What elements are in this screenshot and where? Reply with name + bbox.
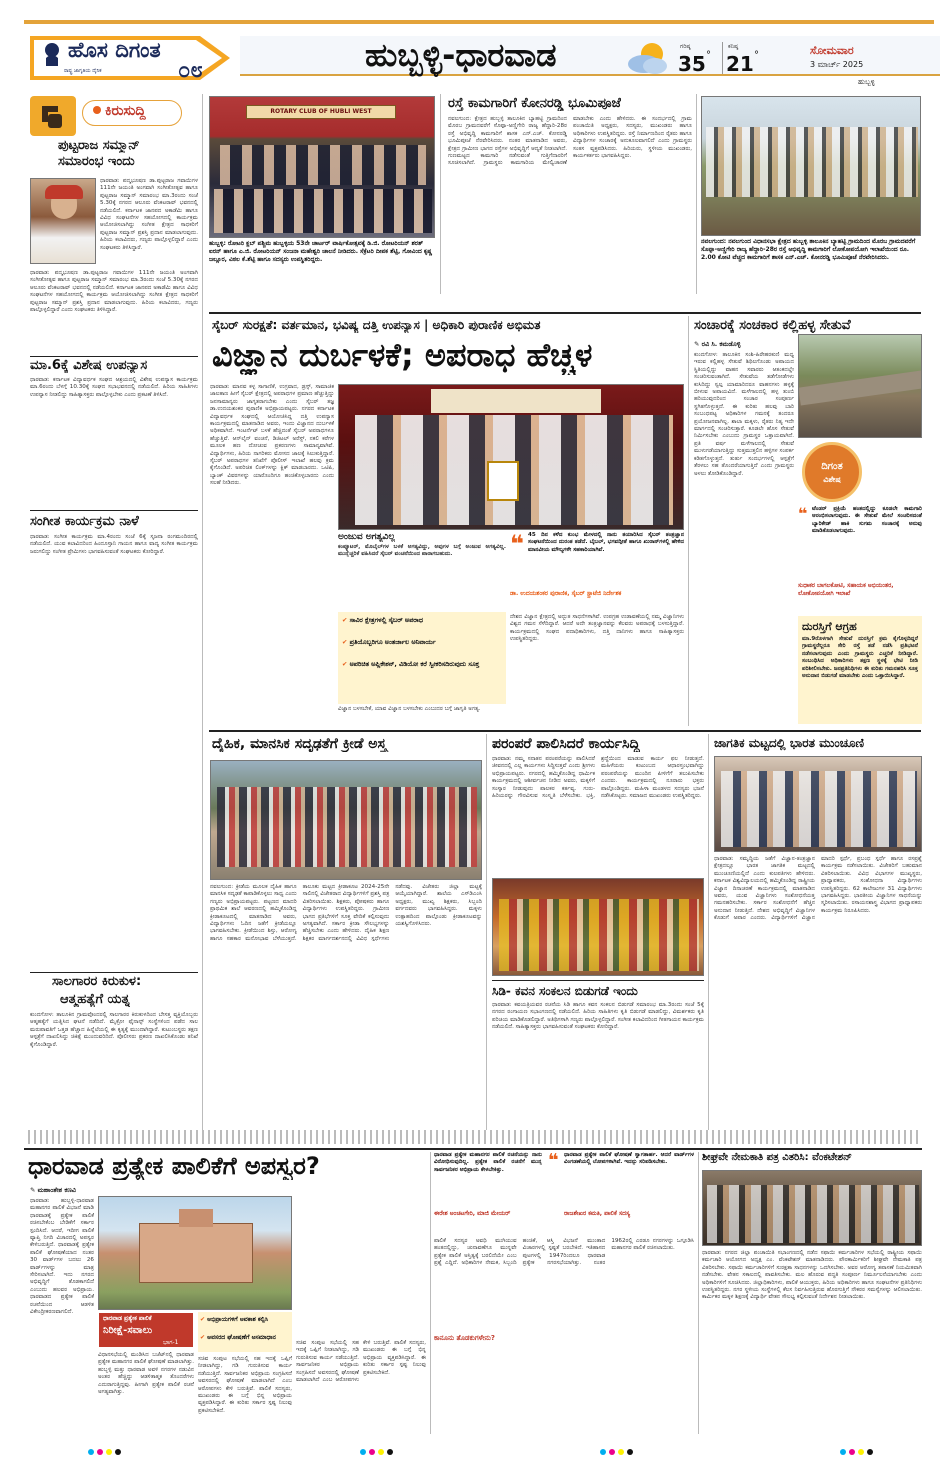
- rotary-banner: ROTARY CLUB OF HUBLI WEST: [246, 105, 396, 119]
- pen-icon: ✎: [694, 340, 702, 348]
- tip-text: ಅಪರಿಚಿತ ಅಪ್ಲಿಕೇಶನ್, ವಿಡಿಯೋ ಕರೆ ಸ್ವೀಕರಿಸದಿರುವುದು ಸೂಕ್ತ: [349, 660, 480, 668]
- issue-day: ಸೋಮವಾರ: [810, 44, 854, 57]
- bullet-text: ಅಭಿಪ್ರಾಯಗಳಿಗೆ ಅವಕಾಶ ಕಲ್ಪಿಸಿ: [207, 1316, 269, 1323]
- tip-text: ಪ್ರತಿಯೊಬ್ಬರಿಗೂ ಅಂತರ್ಜಾಲ ಅನಿವಾರ್ಯ: [349, 638, 436, 646]
- registration-dots: [88, 1440, 124, 1459]
- min-temp-label: ಕನಿಷ್ಠ: [728, 43, 739, 50]
- kiru-2-headline: ಮಾ.6ಕ್ಕೆ ವಿಶೇಷ ಉಪನ್ಯಾಸ: [30, 358, 148, 373]
- masthead: [0, 0, 945, 92]
- bridge-byline: [694, 340, 741, 349]
- road-text: ನವಲಗುಂದ: ಕ್ಷೇತ್ರದ ಹುಬ್ಬಳ್ಳಿ ತಾಲೂಕಿನ ಬ್ಯಾಹಟ್ಟಿ ಗ್ರಾಮದಿಂದ ಮೊರಬ ಗ್ರಾಮದವರೆಗೆ ಸೊಪ್ಪಾ-ಅಣ್ಣಿಗೇರಿ ರಾಜ್ಯ ಹೆದ್ದಾರಿ-28ರ ರಸ್ತೆ ಅಭಿವೃದ್ಧಿ ಕಾಮಗಾರಿಗೆ ಶಾಸಕ ಎನ್.ಎಚ್. ಕೋನರಡ್ಡಿ ಭೂಮಿಪೂಜೆ ನೆರವೇರಿಸಿದರು. ನಂತರ ಮಾತನಾಡಿದ ಅವರು, ಕ್ಷೇತ್ರದ ಗ್ರಾಮೀಣ ಭಾಗದ ರಸ್ತೆಗಳ ಅಭಿವೃದ್ಧಿಗೆ ಆದ್ಯತೆ ನೀಡಲಾಗಿದೆ. ಗುಣಮಟ್ಟದ ಕಾಮಗಾರಿ ನಡೆಸುವಂತೆ ಗುತ್ತಿಗೆದಾರರಿಗೆ ಸೂಚಿಸಲಾಗಿದೆ. ಗ್ರಾಮಸ್ಥರು ಕಾಮಗಾರಿಯ ಮೇಲ್ವಿಚಾರಣೆ ಮಾಡಬೇಕು ಎಂದು ಹೇಳಿದರು. ಈ ಸಂದರ್ಭದಲ್ಲಿ ಗ್ರಾಮ ಪಂಚಾಯಿತಿ ಅಧ್ಯಕ್ಷರು, ಸದಸ್ಯರು, ಮುಖಂಡರು ಹಾಗೂ ಅಧಿಕಾರಿಗಳು ಉಪಸ್ಥಿತರಿದ್ದರು. ರಸ್ತೆ ನಿರ್ಮಾಣದಿಂದ ರೈತರು ಹಾಗೂ ವಿದ್ಯಾರ್ಥಿಗಳ ಸಂಚಾರಕ್ಕೆ ಅನುಕೂಲವಾಗಲಿದೆ ಎಂದು ಗ್ರಾಮಸ್ಥರು ಸಂತಸ ವ್ಯಕ್ತಪಡಿಸಿದರು. ಹಿರಿಯರು, ಸ್ಥಳೀಯ ಮುಖಂಡರು, ಕಾರ್ಯಕರ್ತರು ಭಾಗವಹಿಸಿದ್ದರು.: [448, 116, 692, 167]
- bridge-quote-author: ಸುಧಾಕರ ಬಾಗಲಕೋಟಿ, ಸಹಾಯಕ ಅಭಿಯಂತರ, ಲೋಕೋಪಯೋಗಿ ಇಲಾಖೆ: [798, 582, 894, 597]
- palike-quote-1: [434, 1152, 542, 1234]
- palike-headline: ಧಾರವಾಡ ಪ್ರತ್ಯೇಕ ಪಾಲಿಕೆಗೆ ಅಪಸ್ವರ?: [28, 1152, 320, 1180]
- paper-tagline: ರಾಷ್ಟ್ರ ಜಾಗೃತಿಯ ದೈನಿಕ: [64, 68, 102, 74]
- palike-quote-2-text: ಧಾರವಾಡ ಪ್ರತ್ಯೇಕ ಪಾಲಿಕೆ ಘೋಷಣೆ ಸ್ವಾಗತಾರ್ಹ. ಆದರೆ ವಾರ್ಡ್‌ಗಳ ವಿಂಗಡಣೆಯಲ್ಲಿ ಲೋಪಗಳಾಗಿವೆ. ಇದನ್ನು ಸರಿಪಡಿಸಬೇಕು.: [564, 1152, 694, 1166]
- lead-text-left: ಧಾರವಾಡ: ಮಾನವ ಕಳ್ಳ ಸಾಗಾಣಿಕೆ, ಉಗ್ರವಾದ, ಡ್ರಗ್ಸ್, ಸಾಮಾಜಿಕ ಜಾಲತಾಣ ಹೀಗೆ ಸೈಬರ್ ಕ್ಷೇತ್ರದಲ್ಲಿ ಅಪರಾಧಗಳ ಪ್ರಮಾಣ ಹೆಚ್ಚುತ್ತಿದ್ದು ಜನಸಾಮಾನ್ಯರು ಜಾಗೃತರಾಗಬೇಕು ಎಂದು ಸೈಬರ್ ತಜ್ಞ ಡಾ.ಉದಯಶಂಕರ ಪುರಾಣಿಕ ಅಭಿಪ್ರಾಯಪಟ್ಟರು. ನಗರದ ಕರ್ನಾಟಕ ವಿದ್ಯಾವರ್ಧಕ ಸಂಘದಲ್ಲಿ ಆಯೋಜಿಸಿದ್ದ ದತ್ತಿ ಉಪನ್ಯಾಸ ಕಾರ್ಯಕ್ರಮದಲ್ಲಿ ಮಾತನಾಡಿದ ಅವರು, ಇಂದು ವಿಜ್ಞಾನದ ದುರ್ಬಳಕೆ ಅಧಿಕವಾಗಿದೆ. ಇಂಟರ್ನೆಟ್ ಬಳಕೆ ಹೆಚ್ಚಿದಂತೆ ಸೈಬರ್ ಅಪರಾಧಗಳೂ ಹೆಚ್ಚುತ್ತಿವೆ. ಆನ್‌ಲೈನ್ ವಂಚನೆ, ಡಿಜಿಟಲ್ ಅರೆಸ್ಟ್, ನಕಲಿ ಕರೆಗಳ ಮೂಲಕ ಹಣ ದೋಚುವ ಪ್ರಕರಣಗಳು ಸಾಮಾನ್ಯವಾಗಿವೆ. ವಿದ್ಯಾರ್ಥಿಗಳು, ಹಿರಿಯ ನಾಗರಿಕರು ಮೋಸದ ಜಾಲಕ್ಕೆ ಸಿಲುಕುತ್ತಿದ್ದಾರೆ. ಸೈಬರ್ ಅಪರಾಧಗಳ ತನಿಖೆಗೆ ಪೊಲೀಸ್ ಇಲಾಖೆ ಹಲವು ಕ್ರಮ ಕೈಗೊಂಡಿದೆ. ಅಪರಿಚಿತ ಲಿಂಕ್‌ಗಳನ್ನು ಕ್ಲಿಕ್ ಮಾಡಬಾರದು. ಒಟಿಪಿ, ಬ್ಯಾಂಕ್ ವಿವರಗಳನ್ನು ಯಾರೊಂದಿಗೂ ಹಂಚಿಕೊಳ್ಳಬಾರದು ಎಂದು ಸಲಹೆ ನೀಡಿದರು.: [210, 384, 334, 487]
- quote-mark-icon: ❝: [798, 504, 808, 523]
- series-subtitle: ನಿರೀಕ್ಷೆ-ಸವಾಲು: [103, 1325, 153, 1336]
- kavana-headline: ಸಿಡಿ- ಕವನ ಸಂಕಲನ ಬಿಡುಗಡೆ ಇಂದು: [492, 984, 638, 998]
- lead-event-photo: [338, 384, 684, 530]
- bridge-text: ಕುಂದಗೋಳ: ತಾಲೂಕಿನ ಸಂಶಿ-ಹಿರೇಹರಕುಣಿ ಮಧ್ಯ ಇರುವ ಕಲ್ಲಿಹಳ್ಳ ಸೇತುವೆ ಶಿಥಿಲಗೊಂಡು ಅಪಾಯದ ಸ್ಥಿತಿಯಲ್ಲಿದ್ದು ವಾಹನ ಸವಾರರು ಆತಂಕದಲ್ಲೇ ಸಂಚರಿಸುವಂತಾಗಿದೆ. ಸೇತುವೆಯ ತಡೆಗೋಡೆಗಳು ಕುಸಿದಿದ್ದು ಸ್ವಲ್ಪ ಯಾಮಾರಿದರೂ ವಾಹನಗಳು ಹಳ್ಳಕ್ಕೆ ಬೀಳುವ ಅಪಾಯವಿದೆ. ಮಳೆಗಾಲದಲ್ಲಿ ಹಳ್ಳ ತುಂಬಿ ಹರಿಯುವುದರಿಂದ ಸಂಚಾರ ಸಂಪೂರ್ಣ ಸ್ಥಗಿತಗೊಳ್ಳುತ್ತದೆ. ಈ ಕುರಿತು ಹಲವು ಬಾರಿ ಸಂಬಂಧಪಟ್ಟ ಅಧಿಕಾರಿಗಳ ಗಮನಕ್ಕೆ ತಂದರೂ ಪ್ರಯೋಜನವಾಗಿಲ್ಲ. ಶಾಲಾ ಮಕ್ಕಳು, ರೈತರು ನಿತ್ಯ ಇದೇ ಮಾರ್ಗದಲ್ಲಿ ಸಂಚರಿಸುತ್ತಾರೆ. ಕೂಡಲೇ ಹೊಸ ಸೇತುವೆ ನಿರ್ಮಿಸಬೇಕು ಎಂಬುದು ಗ್ರಾಮಸ್ಥರ ಒತ್ತಾಯವಾಗಿದೆ. ಪ್ರತಿ ವರ್ಷ ಮಳೆಗಾಲದಲ್ಲಿ ಸೇತುವೆ ಮುಳುಗಡೆಯಾಗುತ್ತಿದ್ದು ಸುತ್ತಮುತ್ತಲಿನ ಹಳ್ಳಿಗಳ ಸಂಪರ್ಕ ಕಡಿತಗೊಳ್ಳುತ್ತದೆ. ತುರ್ತು ಸಂದರ್ಭಗಳಲ್ಲಿ ಆಸ್ಪತ್ರೆಗೆ ತೆರಳಲು ಸಹ ತೊಂದರೆಯಾಗುತ್ತಿದೆ ಎಂದು ಗ್ರಾಮಸ್ಥರು ಅಳಲು ತೋಡಿಕೊಂಡಿದ್ದಾರೆ.: [694, 352, 794, 477]
- kiru-3-headline: ಸಂಗೀತ ಕಾರ್ಯಕ್ರಮ ನಾಳೆ: [30, 514, 139, 529]
- lead-photo-caption: ಕಂಪ್ಯೂಟರ್, ಮೊಬೈಲ್‌ಗಳ ಬಳಕೆ ಅಗತ್ಯವಿದ್ದು, ಅವುಗಳ ಬಗ್ಗೆ ಅಂಜುವ ಅಗತ್ಯವಿಲ್ಲ. ಮುನ್ನೆಚ್ಚರಿಕೆ ವಹಿಸಿದರೆ ಸೈಬರ್ ವಂಚನೆಯಿಂದ ಪಾರಾಗಬಹುದು.: [338, 544, 506, 558]
- series-part: ಭಾಗ-1: [163, 1339, 179, 1346]
- parampare-headline: ಪರಂಪರೆ ಪಾಲಿಸಿದರೆ ಕಾರ್ಯಸಿದ್ಧಿ: [492, 736, 640, 752]
- max-temp: 35: [678, 52, 706, 76]
- masthead-top-stripe: [24, 20, 934, 24]
- check-icon: ✔: [342, 616, 350, 624]
- quote-mark-icon: ❝: [510, 530, 525, 558]
- bullet-item: [200, 1334, 290, 1342]
- sports-photo: [210, 760, 482, 880]
- column-divider: [708, 734, 709, 1144]
- min-temp-degree: °: [754, 50, 759, 61]
- kirusuddi-label-box: [82, 100, 182, 126]
- lead-quote: 45 ದಿನ ಕಳೆದ ಕುಂಭ ಮೇಳದಲ್ಲಿ ನಾನು ತಯಾರಿಸಿದ ಸೈಬರ್ ತಂತ್ರಜ್ಞಾನ ಸಂಘಟನೆಯಿಂದ ದುರಂತ ತಡೆದೆ. ಬೈಬಲ್, ಭಗವದ್ಗೀತೆ ಹಾಗೂ ಖುರಾನ್‌ಗಳಲ್ಲಿ ಹೇಳಿದ ಮಾನವೀಯ ಮೌಲ್ಯಗಳೇ ಸಹಕಾರಿಯಾಗಿವೆ.: [528, 532, 684, 553]
- issue-city: ಹುಬ್ಬಳ್ಳಿ: [858, 78, 875, 86]
- column-divider: [440, 94, 441, 294]
- kavana-text: ಧಾರವಾಡ: ಕವಯತ್ರಿಯವರ ರಚನೆಯ ಸಿಡಿ ಹಾಗೂ ಕವನ ಸಂಕಲನ ಬಿಡುಗಡೆ ಸಮಾರಂಭ ಮಾ.3ರಂದು ಸಂಜೆ 5ಕ್ಕೆ ನಗರದ ರಂಗಾಯಣ ಸಭಾಂಗಣದಲ್ಲಿ ನಡೆಯಲಿದೆ. ಹಿರಿಯ ಸಾಹಿತಿಗಳು ಕೃತಿ ಬಿಡುಗಡೆ ಮಾಡಲಿದ್ದು, ವಿಮರ್ಶಕರು ಕೃತಿ ಪರಿಚಯ ಮಾಡಿಕೊಡಲಿದ್ದಾರೆ. ಅತಿಥಿಗಳಾಗಿ ಗಣ್ಯರು ಪಾಲ್ಗೊಳ್ಳಲಿದ್ದಾರೆ. ಸಂಗೀತ ಕಲಾವಿದರಿಂದ ಗೀತಗಾಯನ ಕಾರ್ಯಕ್ರಮ ನಡೆಯಲಿದೆ. ಸಾಹಿತ್ಯಾಸಕ್ತರು ಭಾಗವಹಿಸುವಂತೆ ಸಂಘಟಕರು ಕೋರಿದ್ದಾರೆ.: [492, 1002, 704, 1031]
- durasti-headline: ದುರಸ್ತಿಗೆ ಆಗ್ರಹ: [802, 620, 857, 633]
- badge-line-2: ವಿಶೇಷ: [823, 475, 841, 484]
- tip-item: [342, 616, 502, 625]
- bridge-quote: ಟೆಂಡರ್ ಪ್ರಕ್ರಿಯೆ ಹಂತದಲ್ಲಿದ್ದು ಕೂಡಲೇ ಕಾಮಗಾರಿ ಆರಂಭಿಸಲಾಗುವುದು. ಈ ಸೇತುವೆ ಮೇಲೆ ಸಂಚರಿಸದಂತೆ ಬ್ಯಾರಿಕೇಡ್ ಹಾಕಿ ಸುಗಮ ಸಂಚಾರಕ್ಕೆ ಅನುವು ಮಾಡಿಕೊಡಲಾಗುವುದು.: [812, 506, 922, 535]
- palike-text-3: ಸಚಿವ ಸಂಪುಟ ಸಭೆಯಲ್ಲಿ ಸಹ ಇದಕ್ಕೆ ಒಪ್ಪಿಗೆ ನೀಡಲಾಗಿದ್ದು, ಗಡಿ ಗುರುತಿಸುವ ಕಾರ್ಯ ನಡೆಯುತ್ತಿದೆ. ಸಾರ್ವಜನಿಕರ ಅಭಿಪ್ರಾಯ ಸಂಗ್ರಹಿಸದೆ ಅವಸರದಲ್ಲಿ ಘೋಷಣೆ ಮಾಡಲಾಗಿದೆ ಎಂಬ ಆರೋಪಗಳು ಕೇಳಿ ಬರುತ್ತಿವೆ. ಪಾಲಿಕೆ ಸದಸ್ಯರು, ಮುಖಂಡರು ಈ ಬಗ್ಗೆ ಭಿನ್ನ ಅಭಿಪ್ರಾಯ ವ್ಯಕ್ತಪಡಿಸಿದ್ದಾರೆ. ಈ ಕುರಿತು ಸರ್ಕಾರ ಸ್ಪಷ್ಟ ನಿಲುವು ಪ್ರಕಟಿಸಬೇಕಿದೆ.: [198, 1356, 292, 1414]
- bridge-quote-box: [798, 506, 922, 580]
- page-number: ೦೮: [178, 58, 203, 83]
- palike-building-photo: [98, 1196, 292, 1310]
- registration-dots: [600, 1440, 636, 1459]
- durasti-text: ಮಾ.9ರೊಳಗಾಗಿ ಸೇತುವೆ ದುರಸ್ತಿಗೆ ಕ್ರಮ ಕೈಗೊಳ್ಳದಿದ್ದರೆ ಗ್ರಾಮಸ್ಥರೆಲ್ಲರೂ ಸೇರಿ ರಸ್ತೆ ತಡೆ ನಡೆಸಿ ಪ್ರತಿಭಟನೆ ನಡೆಸಲಾಗುವುದು ಎಂದು ಗ್ರಾಮಸ್ಥರು ಎಚ್ಚರಿಕೆ ನೀಡಿದ್ದಾರೆ. ಸಂಬಂಧಿಸಿದ ಅಧಿಕಾರಿಗಳು ತಕ್ಷಣ ಸ್ಥಳಕ್ಕೆ ಭೇಟಿ ನೀಡಿ ಪರಿಶೀಲಿಸಬೇಕು. ಜನಪ್ರತಿನಿಧಿಗಳು ಈ ಕುರಿತು ಗಮನಹರಿಸಿ ಸೂಕ್ತ ಅನುದಾನ ಬಿಡುಗಡೆ ಮಾಡಬೇಕು ಎಂದು ಒತ್ತಾಯಿಸಿದ್ದಾರೆ.: [802, 636, 918, 680]
- venkatesan-meeting-photo: [702, 1170, 922, 1246]
- lead-tips-box: [338, 612, 506, 704]
- column-divider: [696, 94, 697, 294]
- paper-name: ಹೊಸ ದಿಗಂತ: [68, 38, 161, 62]
- palike-quote-1-text: ಧಾರವಾಡ ಪ್ರತ್ಯೇಕ ಮಹಾನಗರ ಪಾಲಿಕೆ ರಚನೆಯನ್ನು ನಾನು ವಿರೋಧಿಸುವುದಿಲ್ಲ. ಪ್ರತ್ಯೇಕ ಪಾಲಿಕೆ ರಚನೆಗೆ ಮುನ್ನ ಸಾರ್ವಜನಿಕರ ಅಭಿಪ್ರಾಯ ಕೇಳಬೇಕಿತ್ತು.: [434, 1152, 542, 1173]
- divider: [492, 980, 704, 981]
- check-icon: ✔: [342, 660, 350, 668]
- section-rule: [24, 1148, 922, 1150]
- palike-text-2: ವಿಧಾನಸಭೆಯಲ್ಲಿ ಮಂಡಿಸಿದ ಬಜೆಟ್‌ನಲ್ಲಿ ಧಾರವಾಡ ಪ್ರತ್ಯೇಕ ಮಹಾನಗರ ಪಾಲಿಕೆ ಘೋಷಣೆ ಮಾಡಲಾಗಿತ್ತು. ಹುಬ್ಬಳ್ಳಿ ಮತ್ತು ಧಾರವಾಡ ಅವಳಿ ನಗರಗಳ ನಡುವಿನ ಅಂತರ ಹೆಚ್ಚಿದ್ದು ಆಡಳಿತಾತ್ಮಕ ತೊಂದರೆಗಳು ಎದುರಾಗುತ್ತಿದ್ದವು. ಹೀಗಾಗಿ ಪ್ರತ್ಯೇಕ ಪಾಲಿಕೆ ರಚನೆ ಅಗತ್ಯವಾಗಿತ್ತು.: [98, 1352, 194, 1396]
- palike-quote-1-author: ಈರೇಶ ಅಂಚಟಗೇರಿ, ಮಾಜಿ ಮೇಯರ್: [434, 1210, 511, 1217]
- road-caption: ನವಲಗುಂದ: ನವಲಗುಂದ ವಿಧಾನಸಭಾ ಕ್ಷೇತ್ರದ ಹುಬ್ಬಳ್ಳಿ ತಾಲೂಕಿನ ಬ್ಯಾಹಟ್ಟಿ ಗ್ರಾಮದಿಂದ ಮೊರಬ ಗ್ರಾಮದವರೆಗೆ ಸೊಪ್ಪಾ-ಅಣ್ಣಿಗೇರಿ ರಾಜ್ಯ ಹೆದ್ದಾರಿ-28ರ ರಸ್ತೆ ಅಭಿವೃದ್ಧಿ ಕಾಮಗಾರಿಗೆ ಲೋಕೋಪಯೋಗಿ ಇಲಾಖೆಯಿಂದ ರೂ. 2.00 ಕೋಟಿ ವೆಚ್ಚದ ಕಾಮಗಾರಿಗೆ ಶಾಸಕ ಎನ್.ಎಚ್. ಕೋನರಡ್ಡಿ ಭೂಮಿಪೂಜೆ ನೆರವೇರಿಸಿದರು.: [701, 238, 916, 261]
- registration-dots: [840, 1440, 876, 1459]
- venkatesan-headline: ಶೀಘ್ರವೇ ನೇಮಕಾತಿ ಪತ್ರ ವಿತರಿಸಿ: ವೆಂಕಟೇಶನ್: [702, 1152, 852, 1163]
- column-divider: [486, 734, 487, 1144]
- pen-icon: ✎: [30, 1186, 38, 1194]
- max-temp-degree: °: [706, 50, 711, 61]
- kiru-1-headline-1: ಪುಟ್ಟರಾಜ ಸಮ್ಮಾನ್: [58, 138, 140, 153]
- bridge-headline: ಸಂಚಾರಕ್ಕೆ ಸಂಚಕಾರ ಕಲ್ಲಿಹಳ್ಳ ಸೇತುವೆ: [694, 318, 851, 333]
- kirusuddi-column: [24, 94, 200, 1144]
- issue-date: 3 ಮಾರ್ಚ್ 2025: [810, 60, 864, 69]
- digantha-special-badge: [802, 442, 862, 502]
- palike-series-badge: [98, 1312, 194, 1348]
- venkatesan-text: ಧಾರವಾಡ: ನಗರದ ಜಿಲ್ಲಾ ಪಂಚಾಯಿತಿ ಸಭಾಂಗಣದಲ್ಲಿ ನಡೆದ ಸಫಾಯಿ ಕರ್ಮಚಾರಿಗಳ ಸಭೆಯಲ್ಲಿ ರಾಷ್ಟ್ರೀಯ ಸಫಾಯಿ ಕರ್ಮಚಾರಿ ಆಯೋಗದ ಅಧ್ಯಕ್ಷ ಎಂ. ವೆಂಕಟೇಶನ್ ಮಾತನಾಡಿದರು. ಪೌರಕಾರ್ಮಿಕರಿಗೆ ಶೀಘ್ರವೇ ನೇಮಕಾತಿ ಪತ್ರ ವಿತರಿಸಬೇಕು. ಸಫಾಯಿ ಕರ್ಮಚಾರಿಗಳಿಗೆ ಸುರಕ್ಷತಾ ಸಾಧನಗಳನ್ನು ಒದಗಿಸಬೇಕು. ಅವರ ಆರೋಗ್ಯ ತಪಾಸಣೆ ನಿಯಮಿತವಾಗಿ ನಡೆಸಬೇಕು. ವೇತನ ಸಕಾಲದಲ್ಲಿ ಪಾವತಿಸಬೇಕು. ಮಲ ಹೊರುವ ಪದ್ಧತಿ ಸಂಪೂರ್ಣ ನಿರ್ಮೂಲನೆಯಾಗಬೇಕು ಎಂದು ಅಧಿಕಾರಿಗಳಿಗೆ ಸೂಚಿಸಿದರು. ಜಿಲ್ಲಾಧಿಕಾರಿಗಳು, ಪಾಲಿಕೆ ಆಯುಕ್ತರು, ಹಿರಿಯ ಅಧಿಕಾರಿಗಳು ಹಾಗೂ ಸಂಘಟನೆಗಳ ಪ್ರತಿನಿಧಿಗಳು ಉಪಸ್ಥಿತರಿದ್ದರು. ನಗರ ಸ್ಥಳೀಯ ಸಂಸ್ಥೆಗಳಲ್ಲಿ ಕೆಲಸ ನಿರ್ವಹಿಸುತ್ತಿರುವ ಹೊರಗುತ್ತಿಗೆ ನೌಕರರ ಸಮಸ್ಯೆಗಳನ್ನು ಆಲಿಸಲಾಯಿತು. ಕಾರ್ಮಿಕರ ಮಕ್ಕಳ ಶಿಕ್ಷಣಕ್ಕೆ ವಿದ್ಯಾರ್ಥಿ ವೇತನ ಸೌಲಭ್ಯ ಕಲ್ಪಿಸುವಂತೆ ನಿರ್ದೇಶನ ನೀಡಲಾಯಿತು.: [702, 1250, 922, 1301]
- tip-item: [342, 660, 502, 669]
- divider: [30, 972, 198, 973]
- bullet-text: ಅವಸರದ ಘೋಷಣೆಗೆ ಅಸಮಾಧಾನ: [207, 1334, 276, 1341]
- check-icon: ✔: [342, 638, 350, 646]
- road-bhoomipuja-photo: [701, 96, 921, 236]
- palike-text-4: ಪಾಲಿಕೆ ಸದಸ್ಯರ ಅವಧಿ ಮುಗಿಯುವ ಹಂತದಲ್ಲಿದ್ದು, ಚುನಾವಣೆಗೂ ಮುನ್ನವೇ ಪ್ರತ್ಯೇಕ ಪಾಲಿಕೆ ಅಸ್ತಿತ್ವಕ್ಕೆ ಬರಲಿದೆಯೇ ಎಂಬ ಪ್ರಶ್ನೆ ಎದ್ದಿದೆ. ಅಧಿಕಾರಿಗಳ ನೇಮಕ, ಸಿಬ್ಬಂದಿ ಹಂಚಿಕೆ, ಆಸ್ತಿ ವಿಭಜನೆ ಮುಂತಾದ ವಿಚಾರಗಳಲ್ಲಿ ಸ್ಪಷ್ಟತೆ ಬರಬೇಕಿದೆ. ಇತಿಹಾಸದ ಪುಟಗಳಲ್ಲಿ 1947ರಿಂದಲೂ ಧಾರವಾಡ ಪ್ರತ್ಯೇಕ ನಗರಸಭೆಯಾಗಿತ್ತು. ನಂತರ 1962ರಲ್ಲಿ ಎರಡೂ ನಗರಗಳನ್ನು ಒಗ್ಗೂಡಿಸಿ ಮಹಾನಗರ ಪಾಲಿಕೆ ರಚಿಸಲಾಯಿತು.: [434, 1238, 694, 1267]
- palike-bullets-box: [198, 1312, 292, 1352]
- palike-quote-2: [548, 1152, 694, 1234]
- tip-text: ಸಾವಿರ ಕ್ಷೇತ್ರಗಳಲ್ಲಿ ಸೈಬರ್ ಅಪರಾಧ: [349, 616, 423, 624]
- tip-item: [342, 638, 502, 647]
- kirusuddi-label: ಕಿರುಸುದ್ದಿ: [105, 103, 146, 119]
- palike-byline: [30, 1186, 76, 1195]
- quote-mark-icon: ❝: [548, 1150, 559, 1171]
- bullet-item: [200, 1316, 290, 1324]
- badge-line-1: ದಿಗಂತ: [821, 461, 843, 472]
- bullet-dot-icon: [93, 106, 101, 114]
- kirusuddi-hand-icon: [30, 96, 76, 136]
- column-divider: [202, 94, 203, 1144]
- palike-byline-text: ಮಹಾಂತೇಶ ಕಣವಿ: [37, 1186, 76, 1194]
- series-title: ಧಾರವಾಡ ಪ್ರತ್ಯೇಕ ಪಾಲಿಕೆ: [103, 1315, 152, 1322]
- section-rule: [209, 730, 921, 732]
- divider: [30, 510, 198, 511]
- kiru-4-headline-1: ಸಾಲಗಾರರ ಕಿರುಕುಳ:: [52, 974, 142, 989]
- max-temp-label: ಗರಿಷ್ಠ: [680, 43, 691, 50]
- edition-title: ಹುಬ್ಬಳ್ಳಿ-ಧಾರವಾಡ: [365, 36, 557, 74]
- column-divider: [698, 1152, 699, 1434]
- lead-quote-author: ಡಾ. ಉದಯಶಂಕರ ಪುರಾಣಿಕ, ಸೈಬರ್ ಸ್ಟ್ರಾಟೆಜಿ ನಿರ್ದೇಶಕ: [510, 590, 622, 597]
- temp-divider: [722, 42, 723, 74]
- section-rule: [209, 312, 921, 314]
- lead-caption-title: ಅಂಜುವ ಅಗತ್ಯವಿಲ್ಲ: [338, 532, 396, 542]
- weather-cloud-sun-icon: [622, 38, 674, 78]
- kiru-1-text: ಧಾರವಾಡ: ಪದ್ಮಭೂಷಣ ಡಾ.ಪುಟ್ಟರಾಜ ಗವಾಯಿಗಳ 111ನೇ ಜಯಂತಿ ಅಂಗವಾಗಿ ಸಂಗೀತೋತ್ಸವ ಹಾಗೂ ಪುಟ್ಟರಾಜ ಸಮ್ಮಾನ್ ಸಮಾರಂಭ ಮಾ.3ರಂದು ಸಂಜೆ 5.30ಕ್ಕೆ ನಗರದ ಆಲೂರು ವೆಂಕಟರಾವ್ ಭವನದಲ್ಲಿ ನಡೆಯಲಿದೆ. ಕರ್ನಾಟಕ ಜಾನಪದ ಅಕಾಡೆಮಿ ಹಾಗೂ ವಿವಿಧ ಸಂಘಟನೆಗಳ ಸಹಯೋಗದಲ್ಲಿ ಕಾರ್ಯಕ್ರಮ ಆಯೋಜಿಸಲಾಗಿದ್ದು ಸಂಗೀತ ಕ್ಷೇತ್ರದ ಸಾಧಕರಿಗೆ ಪುಟ್ಟರಾಜ ಸಮ್ಮಾನ್ ಪ್ರಶಸ್ತಿ ಪ್ರದಾನ ಮಾಡಲಾಗುವುದು. ಹಿರಿಯ ಕಲಾವಿದರು, ಗಣ್ಯರು ಪಾಲ್ಗೊಳ್ಳಲಿದ್ದಾರೆ ಎಂದು ಸಂಘಟಕರು ತಿಳಿಸಿದ್ದಾರೆ.: [30, 270, 198, 314]
- divider: [30, 356, 198, 357]
- column-divider: [430, 1152, 431, 1434]
- palike-quote-2-author: ರಾಜಶೇಖರ ಕಮತಿ, ಪಾಲಿಕೆ ಸದಸ್ಯ: [564, 1210, 631, 1217]
- rotary-event-photo: [209, 96, 435, 238]
- road-headline: ರಸ್ತೆ ಕಾಮಗಾರಿಗೆ ಕೋನರಡ್ಡಿ ಭೂಮಿಪೂಜೆ: [448, 96, 621, 111]
- sports-text: ನವಲಗುಂದ: ಕ್ರೀಡೆಯ ಮೂಲಕ ದೈಹಿಕ ಹಾಗೂ ಮಾನಸಿಕ ಸದೃಢತೆ ಕಾಪಾಡಿಕೊಳ್ಳಲು ಸಾಧ್ಯ ಎಂದು ಗಣ್ಯರು ಅಭಿಪ್ರಾಯಪಟ್ಟರು. ಪಟ್ಟಣದ ಮಾದರಿ ಪ್ರಾಥಮಿಕ ಶಾಲೆ ಆವರಣದಲ್ಲಿ ಹಮ್ಮಿಕೊಂಡಿದ್ದ ಕ್ರೀಡಾಕೂಟದಲ್ಲಿ ಮಾತನಾಡಿದ ಅವರು, ವಿದ್ಯಾರ್ಥಿಗಳು ಓದಿನ ಜತೆಗೆ ಕ್ರೀಡೆಯಲ್ಲೂ ಭಾಗವಹಿಸಬೇಕು. ಕ್ರೀಡೆಯಿಂದ ಶಿಸ್ತು, ಆರೋಗ್ಯ ಹಾಗೂ ಸಹಕಾರ ಮನೋಭಾವ ಬೆಳೆಯುತ್ತದೆ. ತಾಲೂಕು ಮಟ್ಟದ ಕ್ರೀಡಾಕೂಟ 2024-25ನೇ ಸಾಲಿನಲ್ಲಿ ವಿಜೇತರಾದ ವಿದ್ಯಾರ್ಥಿಗಳಿಗೆ ಪ್ರಶಸ್ತಿ ಪತ್ರ ವಿತರಿಸಲಾಯಿತು. ಶಿಕ್ಷಕರು, ಪೋಷಕರು ಹಾಗೂ ವಿದ್ಯಾರ್ಥಿಗಳು ಉಪಸ್ಥಿತರಿದ್ದರು. ಗ್ರಾಮೀಣ ಭಾಗದ ಪ್ರತಿಭೆಗಳಿಗೆ ಸೂಕ್ತ ವೇದಿಕೆ ಕಲ್ಪಿಸುವುದು ಅಗತ್ಯವಾಗಿದೆ. ಸರ್ಕಾರ ಕ್ರೀಡಾ ಸೌಲಭ್ಯಗಳನ್ನು ಹೆಚ್ಚಿಸಬೇಕು ಎಂದು ಹೇಳಿದರು. ದೈಹಿಕ ಶಿಕ್ಷಣ ಶಿಕ್ಷಕರ ಮಾರ್ಗದರ್ಶನದಲ್ಲಿ ವಿವಿಧ ಸ್ಪರ್ಧೆಗಳು ನಡೆದವು. ವಿಜೇತರು ಜಿಲ್ಲಾ ಮಟ್ಟಕ್ಕೆ ಆಯ್ಕೆಯಾಗಿದ್ದಾರೆ. ಶಾಲೆಯ ಎಸ್‌ಡಿಎಂಸಿ ಅಧ್ಯಕ್ಷರು, ಮುಖ್ಯ ಶಿಕ್ಷಕರು, ಸಿಬ್ಬಂದಿ ವರ್ಗದವರು ಭಾಗವಹಿಸಿದ್ದರು. ಮಕ್ಕಳು ಉತ್ಸಾಹದಿಂದ ಪಾಲ್ಗೊಂಡು ಕ್ರೀಡಾಕೂಟವನ್ನು ಯಶಸ್ವಿಗೊಳಿಸಿದರು.: [210, 884, 482, 942]
- kiru-1-text-side: ಧಾರವಾಡ: ಪದ್ಮಭೂಷಣ ಡಾ.ಪುಟ್ಟರಾಜ ಗವಾಯಿಗಳ 111ನೇ ಜಯಂತಿ ಅಂಗವಾಗಿ ಸಂಗೀತೋತ್ಸವ ಹಾಗೂ ಪುಟ್ಟರಾಜ ಸಮ್ಮಾನ್ ಸಮಾರಂಭ ಮಾ.3ರಂದು ಸಂಜೆ 5.30ಕ್ಕೆ ನಗರದ ಆಲೂರು ವೆಂಕಟರಾವ್ ಭವನದಲ್ಲಿ ನಡೆಯಲಿದೆ. ಕರ್ನಾಟಕ ಜಾನಪದ ಅಕಾಡೆಮಿ ಹಾಗೂ ವಿವಿಧ ಸಂಘಟನೆಗಳ ಸಹಯೋಗದಲ್ಲಿ ಕಾರ್ಯಕ್ರಮ ಆಯೋಜಿಸಲಾಗಿದ್ದು ಸಂಗೀತ ಕ್ಷೇತ್ರದ ಸಾಧಕರಿಗೆ ಪುಟ್ಟರಾಜ ಸಮ್ಮಾನ್ ಪ್ರಶಸ್ತಿ ಪ್ರದಾನ ಮಾಡಲಾಗುವುದು. ಹಿರಿಯ ಕಲಾವಿದರು, ಗಣ್ಯರು ಪಾಲ್ಗೊಳ್ಳಲಿದ್ದಾರೆ ಎಂದು ಸಂಘಟಕರು ತಿಳಿಸಿದ್ದಾರೆ.: [100, 178, 198, 251]
- kiru-3-text: ಧಾರವಾಡ: ಸಂಗೀತ ಕಾರ್ಯಕ್ರಮ ಮಾ.4ರಂದು ಸಂಜೆ 6ಕ್ಕೆ ಸೃಜನಾ ರಂಗಮಂದಿರದಲ್ಲಿ ನಡೆಯಲಿದೆ. ಯುವ ಕಲಾವಿದರಿಂದ ಹಿಂದೂಸ್ತಾನಿ ಗಾಯನ ಹಾಗೂ ವಾದ್ಯ ಸಂಗೀತ ಕಾರ್ಯಕ್ರಮ ಜರುಗಲಿದ್ದು ಸಂಗೀತ ಪ್ರೇಮಿಗಳು ಭಾಗವಹಿಸುವಂತೆ ಸಂಘಟಕರು ಕೋರಿದ್ದಾರೆ.: [30, 534, 198, 555]
- sports-headline: ದೈಹಿಕ, ಮಾನಸಿಕ ಸದೃಢತೆಗೆ ಕ್ರೀಡೆ ಅಸ್ತ್ರ: [212, 736, 387, 752]
- check-icon: ✔: [200, 1316, 208, 1323]
- parampare-text: ಧಾರವಾಡ: ನಮ್ಮ ಸನಾತನ ಪರಂಪರೆಯನ್ನು ಪಾಲಿಸಿದರೆ ಜೀವನದಲ್ಲಿ ಎಲ್ಲ ಕಾರ್ಯಗಳು ಸಿದ್ಧಿಸುತ್ತವೆ ಎಂದು ಶ್ರೀಗಳು ಅಭಿಪ್ರಾಯಪಟ್ಟರು. ನಗರದಲ್ಲಿ ಹಮ್ಮಿಕೊಂಡಿದ್ದ ಧಾರ್ಮಿಕ ಕಾರ್ಯಕ್ರಮದಲ್ಲಿ ಆಶೀರ್ವಚನ ನೀಡಿದ ಅವರು, ಮಕ್ಕಳಿಗೆ ಸಂಸ್ಕಾರ ನೀಡುವುದು ಪಾಲಕರ ಕರ್ತವ್ಯ. ಗುರು-ಹಿರಿಯರನ್ನು ಗೌರವಿಸುವ ಸಂಸ್ಕೃತಿ ಬೆಳೆಸಬೇಕು. ಭಕ್ತಿ, ಶ್ರದ್ಧೆಯಿಂದ ಮಾಡುವ ಕಾರ್ಯ ಫಲ ನೀಡುತ್ತದೆ. ಮಹಿಳೆಯರು ಕುಟುಂಬದ ಆಧಾರಸ್ತಂಭವಾಗಿದ್ದು ಪರಂಪರೆಯನ್ನು ಮುಂದಿನ ಪೀಳಿಗೆಗೆ ತಲುಪಿಸಬೇಕು ಎಂದರು. ಕಾರ್ಯಕ್ರಮದಲ್ಲಿ ನೂರಾರು ಭಕ್ತರು ಪಾಲ್ಗೊಂಡಿದ್ದರು. ಮಹಿಳಾ ಮಂಡಳದ ಸದಸ್ಯರು ಭಜನೆ ನಡೆಸಿಕೊಟ್ಟರು. ಸಮಾಜದ ಮುಖಂಡರು ಉಪಸ್ಥಿತರಿದ್ದರು.: [492, 756, 704, 800]
- palike-text-3b: ಸಚಿವ ಸಂಪುಟ ಸಭೆಯಲ್ಲಿ ಸಹ ಇದಕ್ಕೆ ಒಪ್ಪಿಗೆ ನೀಡಲಾಗಿದ್ದು, ಗಡಿ ಗುರುತಿಸುವ ಕಾರ್ಯ ನಡೆಯುತ್ತಿದೆ. ಸಾರ್ವಜನಿಕರ ಅಭಿಪ್ರಾಯ ಸಂಗ್ರಹಿಸದೆ ಅವಸರದಲ್ಲಿ ಘೋಷಣೆ ಮಾಡಲಾಗಿದೆ ಎಂಬ ಆರೋಪಗಳು ಕೇಳಿ ಬರುತ್ತಿವೆ. ಪಾಲಿಕೆ ಸದಸ್ಯರು, ಮುಖಂಡರು ಈ ಬಗ್ಗೆ ಭಿನ್ನ ಅಭಿಪ್ರಾಯ ವ್ಯಕ್ತಪಡಿಸಿದ್ದಾರೆ. ಈ ಕುರಿತು ಸರ್ಕಾರ ಸ್ಪಷ್ಟ ನಿಲುವು ಪ್ರಕಟಿಸಬೇಕಿದೆ.: [296, 1340, 426, 1384]
- lead-kicker: ಸೈಬರ್ ಸುರಕ್ಷತೆ: ವರ್ತಮಾನ, ಭವಿಷ್ಯ ದತ್ತಿ ಉಪನ್ಯಾಸ | ಅಧಿಕಾರಿ ಪುರಾಣಿಕ ಅಭಿಮತ: [212, 318, 541, 332]
- kiru-4-text: ಕುಂದಗೋಳ: ತಾಲೂಕಿನ ಗ್ರಾಮವೊಂದರಲ್ಲಿ ಸಾಲಗಾರರ ಕಿರುಕುಳದಿಂದ ಬೇಸತ್ತ ವ್ಯಕ್ತಿಯೊಬ್ಬರು ಆತ್ಮಹತ್ಯೆಗೆ ಯತ್ನಿಸಿದ ಘಟನೆ ನಡೆದಿದೆ. ಮೈಕ್ರೋ ಫೈನಾನ್ಸ್ ಸಂಸ್ಥೆಗಳಿಂದ ಪಡೆದ ಸಾಲ ಮರುಪಾವತಿಗೆ ಒತ್ತಡ ಹೆಚ್ಚಾದ ಹಿನ್ನೆಲೆಯಲ್ಲಿ ಈ ಕೃತ್ಯಕ್ಕೆ ಮುಂದಾಗಿದ್ದಾರೆ. ಕುಟುಂಬಸ್ಥರು ತಕ್ಷಣ ಆಸ್ಪತ್ರೆಗೆ ದಾಖಲಿಸಿದ್ದು ಚಿಕಿತ್ಸೆ ಮುಂದುವರಿದಿದೆ. ಪೊಲೀಸರು ಪ್ರಕರಣ ದಾಖಲಿಸಿಕೊಂಡು ತನಿಖೆ ಕೈಗೊಂಡಿದ್ದಾರೆ.: [30, 1012, 198, 1048]
- durasti-box: [798, 616, 922, 724]
- rotary-caption: ಹುಬ್ಬಳ್ಳಿ: ರೋಟರಿ ಕ್ಲಬ್ ಪಶ್ಚಿಮ ಹುಬ್ಬಳ್ಳಿಯ 53ನೇ ಚಾರ್ಟರ್ ವಾರ್ಷಿಕೋತ್ಸವಕ್ಕೆ ಡಿ.ಜಿ. ರೋಟರಿಯನ್ ಶರತ್ ಐರನ್ ಹಾಗೂ ಎ.ಜಿ. ರೋಟರಿಯನ್ ಸಂಜನಾ ಮಹೇಶ್ವರಿ ಚಾಲನೆ ನೀಡಿದರು. ಸೆಕ್ರೆಟರಿ ದೀಪಕ ಶೆಟ್ಟಿ, ಗೋವಿಂದ ಕೃಷ್ಣ ಜಲ್ಲೂರ, ವಿಠಲ ಕೆ.ಶೆಟ್ಟಿ ಹಾಗೂ ಸದಸ್ಯರು ಉಪಸ್ಥಿತರಿದ್ದರು.: [209, 240, 433, 263]
- lead-quote-box: [510, 532, 684, 612]
- parampare-photo: [492, 878, 704, 976]
- dotted-band: [24, 1130, 922, 1144]
- column-divider: [688, 316, 689, 726]
- lead-text-right: ದೇಶದ ವಿಜ್ಞಾನ ಕ್ಷೇತ್ರದಲ್ಲಿ ಅದ್ಭುತ ಸಾಧನೆಗಳಾಗಿವೆ. ಉಪಗ್ರಹ ಉಡಾವಣೆಯಲ್ಲಿ ನಮ್ಮ ವಿಜ್ಞಾನಿಗಳು ವಿಶ್ವದ ಗಮನ ಸೆಳೆದಿದ್ದಾರೆ. ಆದರೆ ಅದೇ ತಂತ್ರಜ್ಞಾನವನ್ನು ಕೆಲವರು ಅಪರಾಧಕ್ಕೆ ಬಳಸುತ್ತಿದ್ದಾರೆ. ಕಾರ್ಯಕ್ರಮದಲ್ಲಿ ಸಂಘದ ಪದಾಧಿಕಾರಿಗಳು, ದತ್ತಿ ದಾನಿಗಳು ಹಾಗೂ ಸಾಹಿತ್ಯಾಸಕ್ತರು ಉಪಸ್ಥಿತರಿದ್ದರು.: [510, 614, 684, 643]
- jagatika-headline: ಜಾಗತಿಕ ಮಟ್ಟದಲ್ಲಿ ಭಾರತ ಮುಂಚೂಣಿ: [714, 736, 865, 750]
- registration-dots: [360, 1440, 396, 1459]
- lead-headline: ವಿಜ್ಞಾನ ದುರ್ಬಳಕೆ; ಅಪರಾಧ ಹೆಚ್ಚಳ: [212, 336, 593, 374]
- palike-text-1: ಧಾರವಾಡ: ಹುಬ್ಬಳ್ಳಿ-ಧಾರವಾಡ ಮಹಾನಗರ ಪಾಲಿಕೆ ವಿಭಜನೆ ಮಾಡಿ ಧಾರವಾಡಕ್ಕೆ ಪ್ರತ್ಯೇಕ ಪಾಲಿಕೆ ರಚಿಸಬೇಕೆಂಬ ಬೇಡಿಕೆಗೆ ಸರ್ಕಾರ ಸ್ಪಂದಿಸಿದೆ. ಆದರೆ, ಇದೀಗ ಪಾಲಿಕೆ ವ್ಯಾಪ್ತಿ ನಿಗದಿ ವಿಚಾರದಲ್ಲಿ ಅಪಸ್ವರ ಕೇಳಿಬರುತ್ತಿದೆ. ಧಾರವಾಡಕ್ಕೆ ಪ್ರತ್ಯೇಕ ಪಾಲಿಕೆ ಘೋಷಣೆಯಾದ ನಂತರ 30 ವಾರ್ಡ್‌ಗಳ ಬದಲು 26 ವಾರ್ಡ್‌ಗಳನ್ನು ಮಾತ್ರ ಸೇರಿಸಲಾಗಿದೆ. ಇದು ನಗರದ ಅಭಿವೃದ್ಧಿಗೆ ತೊಡಕಾಗಲಿದೆ ಎಂಬುದು ಹಲವರ ಅಭಿಪ್ರಾಯ. ಧಾರವಾಡದ ಪ್ರತ್ಯೇಕ ಪಾಲಿಕೆ ರಚನೆಯಿಂದ ಆಡಳಿತ ವಿಕೇಂದ್ರೀಕರಣವಾಗಲಿದೆ.: [30, 1198, 94, 1316]
- kiru-2-text: ಧಾರವಾಡ: ಕರ್ನಾಟಕ ವಿದ್ಯಾವರ್ಧಕ ಸಂಘದ ಆಶ್ರಯದಲ್ಲಿ ವಿಶೇಷ ಉಪನ್ಯಾಸ ಕಾರ್ಯಕ್ರಮ ಮಾ.6ರಂದು ಬೆಳಗ್ಗೆ 10.30ಕ್ಕೆ ಸಂಘದ ಸಭಾಭವನದಲ್ಲಿ ನಡೆಯಲಿದೆ. ಹಿರಿಯ ಸಾಹಿತಿಗಳು ಉಪನ್ಯಾಸ ನೀಡಲಿದ್ದು ಸಾಹಿತ್ಯಾಸಕ್ತರು ಪಾಲ್ಗೊಳ್ಳಬೇಕು ಎಂದು ಪ್ರಕಟಣೆ ತಿಳಿಸಿದೆ.: [30, 377, 198, 398]
- min-temp: 21: [726, 52, 754, 76]
- kiru-1-headline-2: ಸಮಾರಂಭ ಇಂದು: [58, 154, 135, 169]
- paper-logo: [30, 28, 235, 88]
- palike-subhead: ಕಾನೂನು ತೊಡಕುಗಳೇನು?: [434, 1334, 514, 1343]
- kiru-4-headline-2: ಆತ್ಮಹತ್ಯೆಗೆ ಯತ್ನ: [60, 992, 131, 1007]
- kiru-1-portrait-photo: [30, 178, 96, 264]
- lead-photo-caption-box: [338, 532, 506, 604]
- bridge-byline-text: ರವಿ ಸಿ. ಕಮಡೊಳ್ಳಿ: [701, 340, 741, 348]
- check-icon: ✔: [200, 1334, 208, 1341]
- jagatika-photo: [714, 756, 922, 852]
- bridge-photo: [798, 334, 922, 438]
- jagatika-text: ಧಾರವಾಡ: ಸಮೃದ್ಧಿಯ ಜತೆಗೆ ವಿಜ್ಞಾನ-ತಂತ್ರಜ್ಞಾನ ಕ್ಷೇತ್ರದಲ್ಲೂ ಭಾರತ ಜಾಗತಿಕ ಮಟ್ಟದಲ್ಲಿ ಮುಂಚೂಣಿಯಲ್ಲಿದೆ ಎಂದು ಕುಲಪತಿಗಳು ಹೇಳಿದರು. ಕರ್ನಾಟಕ ವಿಶ್ವವಿದ್ಯಾಲಯದಲ್ಲಿ ಹಮ್ಮಿಕೊಂಡಿದ್ದ ರಾಷ್ಟ್ರೀಯ ವಿಜ್ಞಾನ ದಿನಾಚರಣೆ ಕಾರ್ಯಕ್ರಮದಲ್ಲಿ ಮಾತನಾಡಿದ ಅವರು, ಯುವ ವಿಜ್ಞಾನಿಗಳು ಸಂಶೋಧನೆಯತ್ತ ಗಮನಹರಿಸಬೇಕು. ಸರ್ಕಾರ ಸಂಶೋಧನೆಗೆ ಹೆಚ್ಚಿನ ಅನುದಾನ ನೀಡುತ್ತಿದೆ. ದೇಶದ ಅಭಿವೃದ್ಧಿಗೆ ವಿಜ್ಞಾನಿಗಳ ಕೊಡುಗೆ ಅಪಾರ ಎಂದರು. ವಿದ್ಯಾರ್ಥಿಗಳಿಗೆ ವಿಜ್ಞಾನ ಮಾದರಿ ಸ್ಪರ್ಧೆ, ಪ್ರಬಂಧ ಸ್ಪರ್ಧೆ ಹಾಗೂ ರಸಪ್ರಶ್ನೆ ಕಾರ್ಯಕ್ರಮ ನಡೆಸಲಾಯಿತು. ವಿಜೇತರಿಗೆ ಬಹುಮಾನ ವಿತರಿಸಲಾಯಿತು. ವಿವಿಧ ವಿಭಾಗಗಳ ಮುಖ್ಯಸ್ಥರು, ಪ್ರಾಧ್ಯಾಪಕರು, ಸಂಶೋಧನಾ ವಿದ್ಯಾರ್ಥಿಗಳು ಉಪಸ್ಥಿತರಿದ್ದರು. 62 ಕಾಲೇಜುಗಳ 31 ವಿದ್ಯಾರ್ಥಿಗಳು ಭಾಗವಹಿಸಿದ್ದರು. ಭಾರತೀಯ ವಿಜ್ಞಾನಿಗಳ ಸಾಧನೆಯನ್ನು ಸ್ಮರಿಸಲಾಯಿತು. ರಸಾಯನಶಾಸ್ತ್ರ ವಿಭಾಗದ ಪ್ರಾಧ್ಯಾಪಕರು ಕಾರ್ಯಕ್ರಮ ನಿರೂಪಿಸಿದರು.: [714, 856, 922, 922]
- lead-text-bottom: ವಿಜ್ಞಾನ ಬಳಸಬೇಕೆ, ಯಾವ ವಿಜ್ಞಾನ ಬಳಸಬೇಕು ಎಂಬುದರ ಬಗ್ಗೆ ಜಾಗೃತಿ ಅಗತ್ಯ.: [338, 706, 481, 712]
